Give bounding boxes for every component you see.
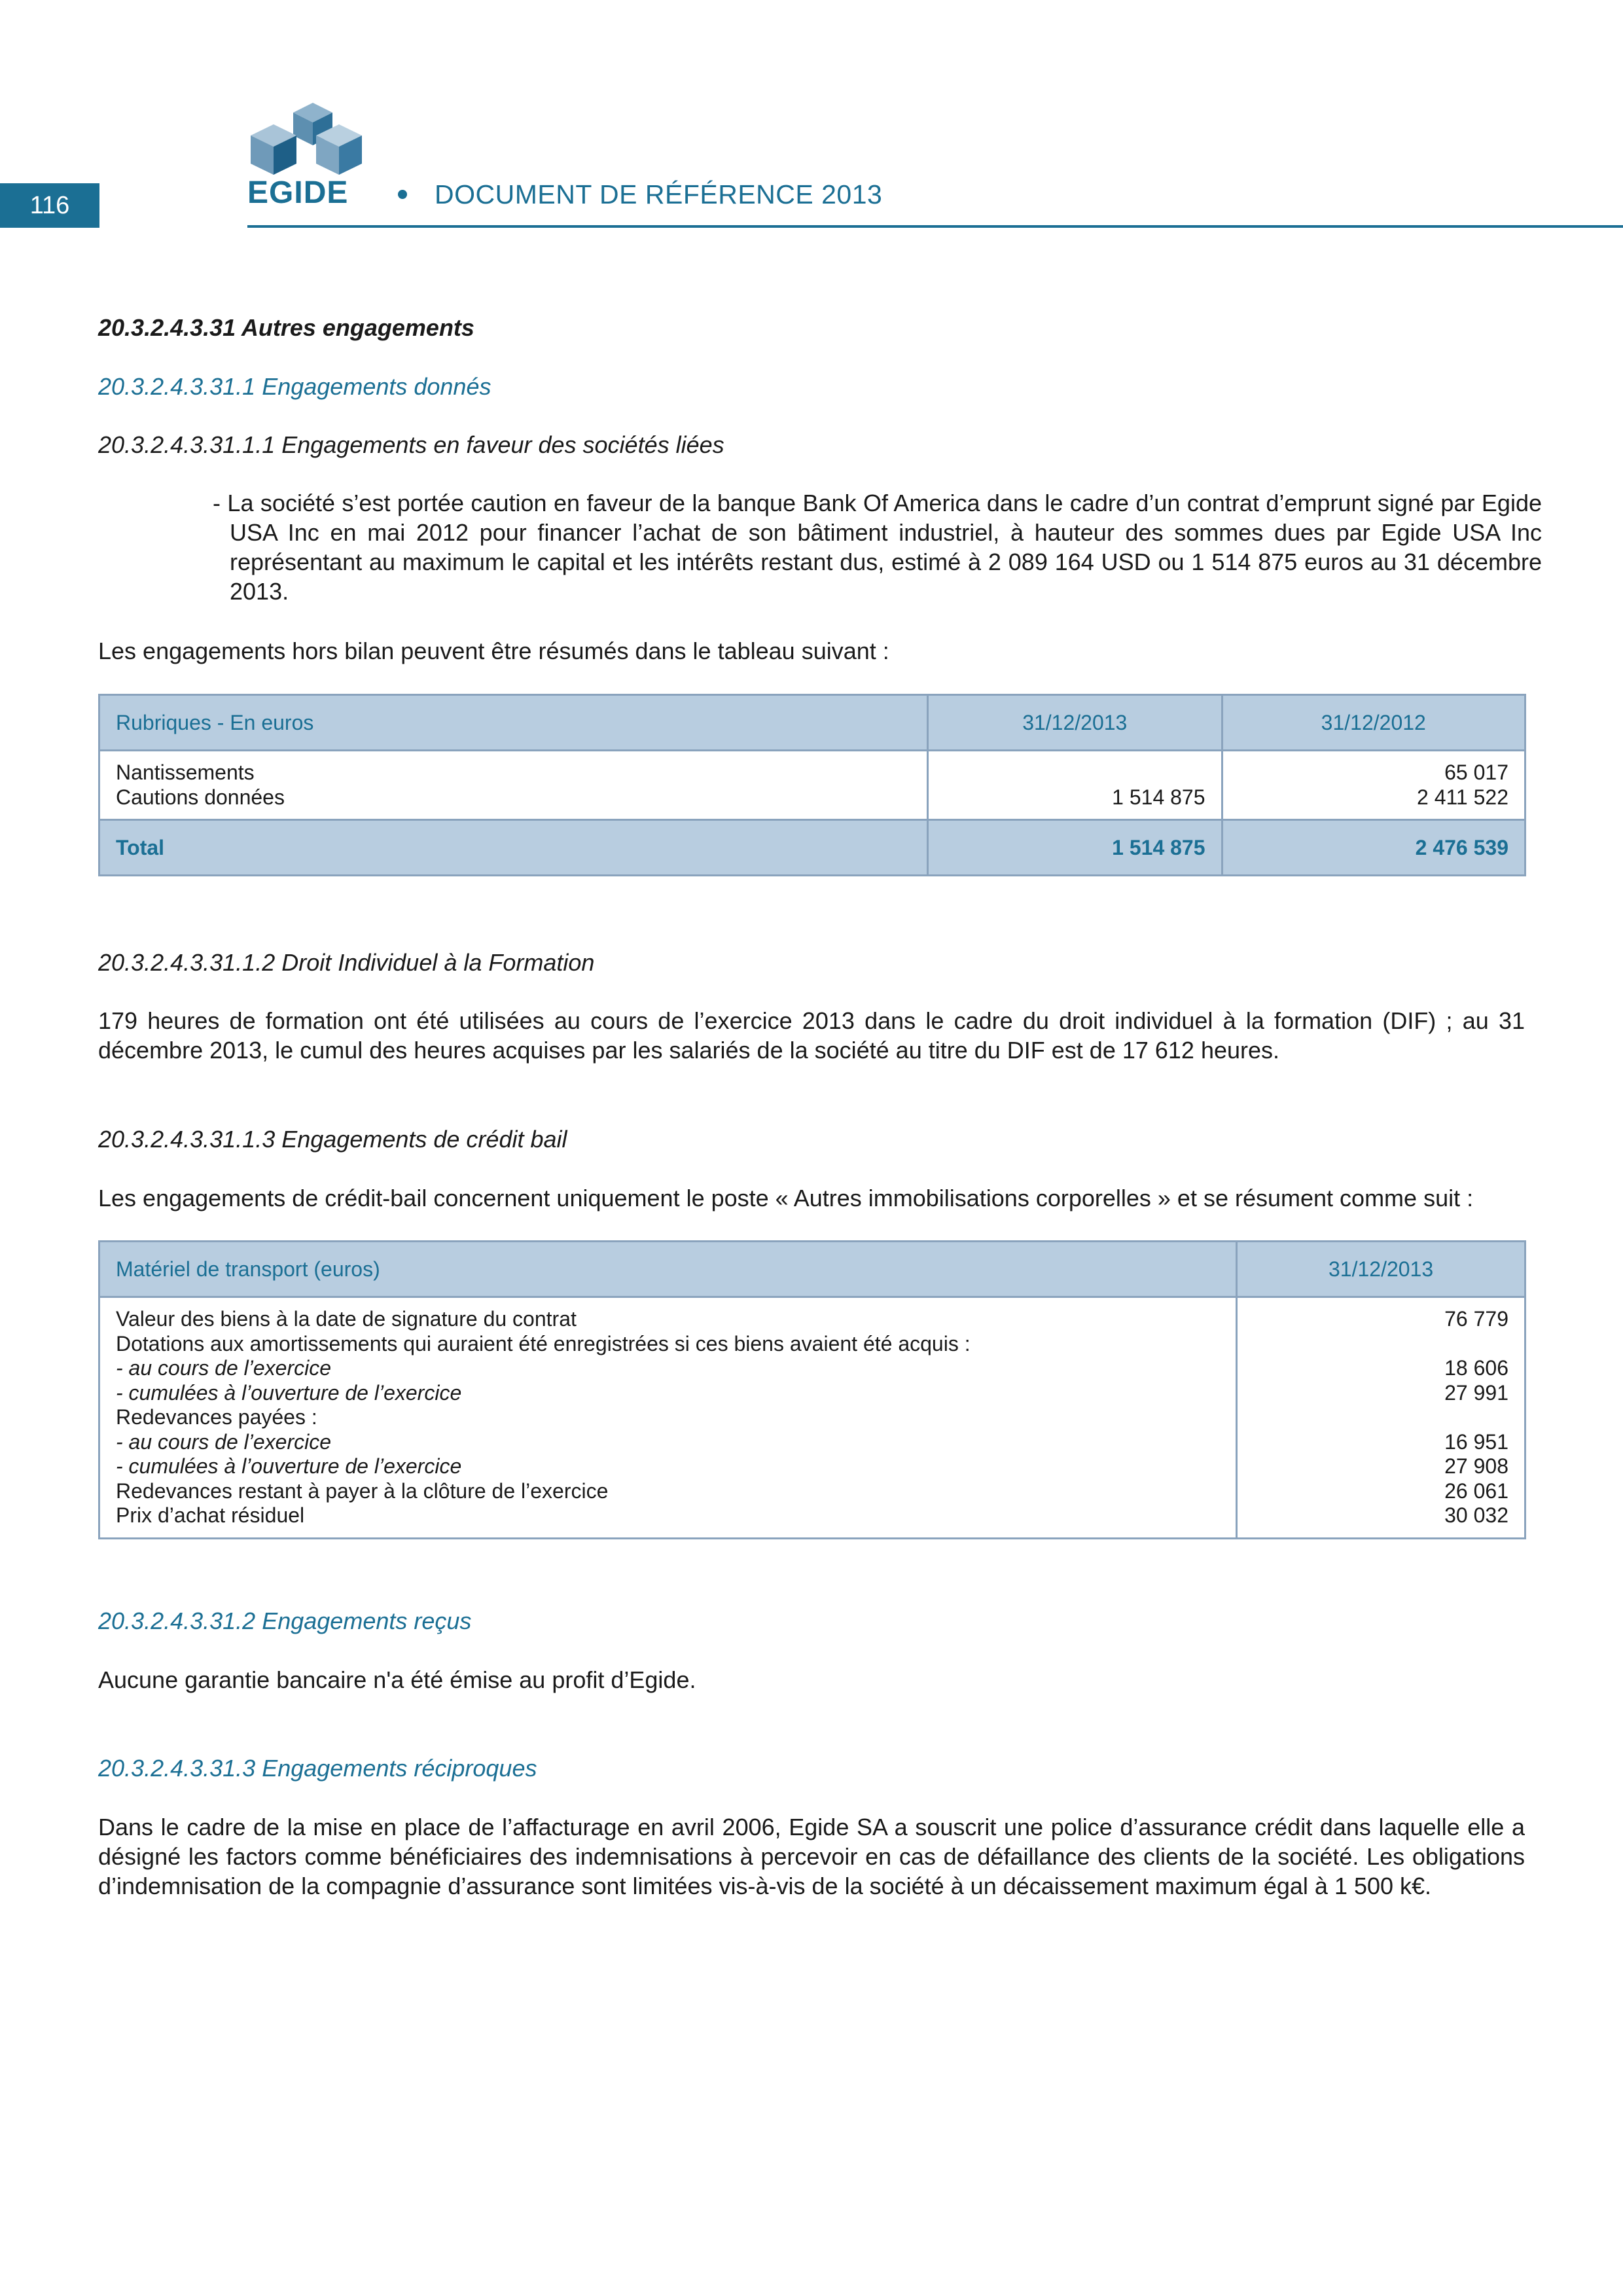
table-header-cell: Rubriques - En euros	[99, 695, 928, 751]
credit-bail-table	[98, 1240, 1526, 1539]
row-value: 30 032	[1444, 1503, 1508, 1527]
row-label: - au cours de l’exercice	[116, 1429, 332, 1454]
reciproques-paragraph: Dans le cadre de la mise en place de l’affacturage en avril 2006, Egide SA a souscrit une police d’assurance crédit dans laquelle elle a désigné les factors comme bénéficiaires des indemnisations à percevoir en cas de défaillance des clients de la société. Les obligations d’indemnisation de la compagnie d’assurance sont limitées vis-à-vis de la société à un décaissement maximum égal à 1 500 k€.	[98, 1814, 1525, 1899]
table-header-cell: 31/12/2013	[928, 695, 1222, 751]
row-label: - cumulées à l’ouverture de l’exercice	[116, 1380, 462, 1405]
recus-paragraph: Aucune garantie bancaire n'a été émise au profit d’Egide.	[98, 1666, 696, 1693]
dif-paragraph: 179 heures de formation ont été utilisées au cours de l’exercice 2013 dans le cadre du droit individuel à la formation (DIF) ; au 31 décembre 2013, le cumul des heures acquises par les salariés de la société au titre du DIF est de 17 612 heures.	[98, 1007, 1525, 1064]
row-label: Redevances payées :	[116, 1405, 317, 1429]
row-value: 65 017	[1444, 761, 1508, 784]
table-cell-labels	[99, 751, 928, 820]
table-header-row	[99, 695, 1525, 751]
page-number: 116	[0, 183, 99, 228]
row-value: 27 908	[1444, 1454, 1508, 1478]
section-heading-engagements-donnes: 20.3.2.4.3.31.1 Engagements donnés	[98, 373, 491, 400]
section-heading-credit-bail: 20.3.2.4.3.31.1.3 Engagements de crédit bail	[98, 1126, 567, 1153]
total-2013: 1 514 875	[928, 820, 1222, 876]
section-heading-faveur-societes: 20.3.2.4.3.31.1.1 Engagements en faveur des sociétés liées	[98, 431, 724, 458]
row-value: 26 061	[1444, 1479, 1508, 1503]
document-title: DOCUMENT DE RÉFÉRENCE 2013	[435, 179, 883, 209]
table-cell-values	[1237, 1297, 1525, 1539]
row-label: Valeur des biens à la date de signature du contrat	[116, 1307, 577, 1331]
table-row	[99, 1297, 1525, 1539]
hors-bilan-intro: Les engagements hors bilan peuvent être résumés dans le tableau suivant :	[98, 637, 889, 664]
table-cell-2013	[928, 751, 1222, 820]
hors-bilan-table	[98, 694, 1526, 876]
caution-paragraph: - La société s’est portée caution en faveur de la banque Bank Of America dans le cadre d’un contrat d’emprunt signé par Egide USA Inc en mai 2012 pour financer l’achat de son bâtiment industriel, à hauteur des sommes dues par Egide USA Inc représentant au maximum le capital et les intérêts restant dus, estimé à 2 089 164 USD ou 1 514 875 euros au 31 décembre 2013.	[213, 490, 1542, 605]
section-heading-autres-engagements: 20.3.2.4.3.31 Autres engagements	[98, 314, 474, 341]
table-header-row	[99, 1242, 1525, 1297]
row-value	[1253, 1332, 1508, 1357]
table-total-row	[99, 820, 1525, 876]
table-header-cell: Matériel de transport (euros)	[99, 1242, 1237, 1297]
row-label: Dotations aux amortissements qui auraient été enregistrées si ces biens avaient été acquis :	[116, 1331, 971, 1355]
section-heading-engagements-recus: 20.3.2.4.3.31.2 Engagements reçus	[98, 1607, 472, 1634]
row-label: - au cours de l’exercice	[116, 1356, 332, 1380]
row-value	[1253, 1405, 1508, 1430]
section-heading-engagements-reciproques: 20.3.2.4.3.31.3 Engagements réciproques	[98, 1755, 537, 1782]
row-value	[944, 761, 1205, 785]
header-bullet	[398, 190, 407, 199]
table-cell-labels	[99, 1297, 1237, 1539]
section-heading-dif: 20.3.2.4.3.31.1.2 Droit Individuel à la Formation	[98, 949, 595, 976]
table-row	[99, 751, 1525, 820]
egide-wordmark: EGIDE	[247, 175, 349, 210]
row-label: Cautions données	[116, 785, 285, 809]
row-value: 1 514 875	[1112, 785, 1205, 809]
row-label: - cumulées à l’ouverture de l’exercice	[116, 1454, 462, 1478]
row-label: Redevances restant à payer à la clôture de l’exercice	[116, 1479, 609, 1503]
row-label: Prix d’achat résiduel	[116, 1503, 305, 1527]
row-value: 76 779	[1444, 1307, 1508, 1331]
total-2012: 2 476 539	[1222, 820, 1525, 876]
table-cell-2012	[1222, 751, 1525, 820]
credit-bail-intro: Les engagements de crédit-bail concernent uniquement le poste « Autres immobilisations corporelles » et se résument comme suit :	[98, 1185, 1474, 1211]
row-value: 2 411 522	[1417, 785, 1508, 809]
header-divider	[247, 225, 1623, 228]
row-label: Nantissements	[116, 761, 255, 784]
row-value: 16 951	[1444, 1429, 1508, 1454]
table-header-cell: 31/12/2013	[1237, 1242, 1525, 1297]
total-label: Total	[99, 820, 928, 876]
row-value: 18 606	[1444, 1356, 1508, 1380]
row-value: 27 991	[1444, 1380, 1508, 1405]
table-header-cell: 31/12/2012	[1222, 695, 1525, 751]
